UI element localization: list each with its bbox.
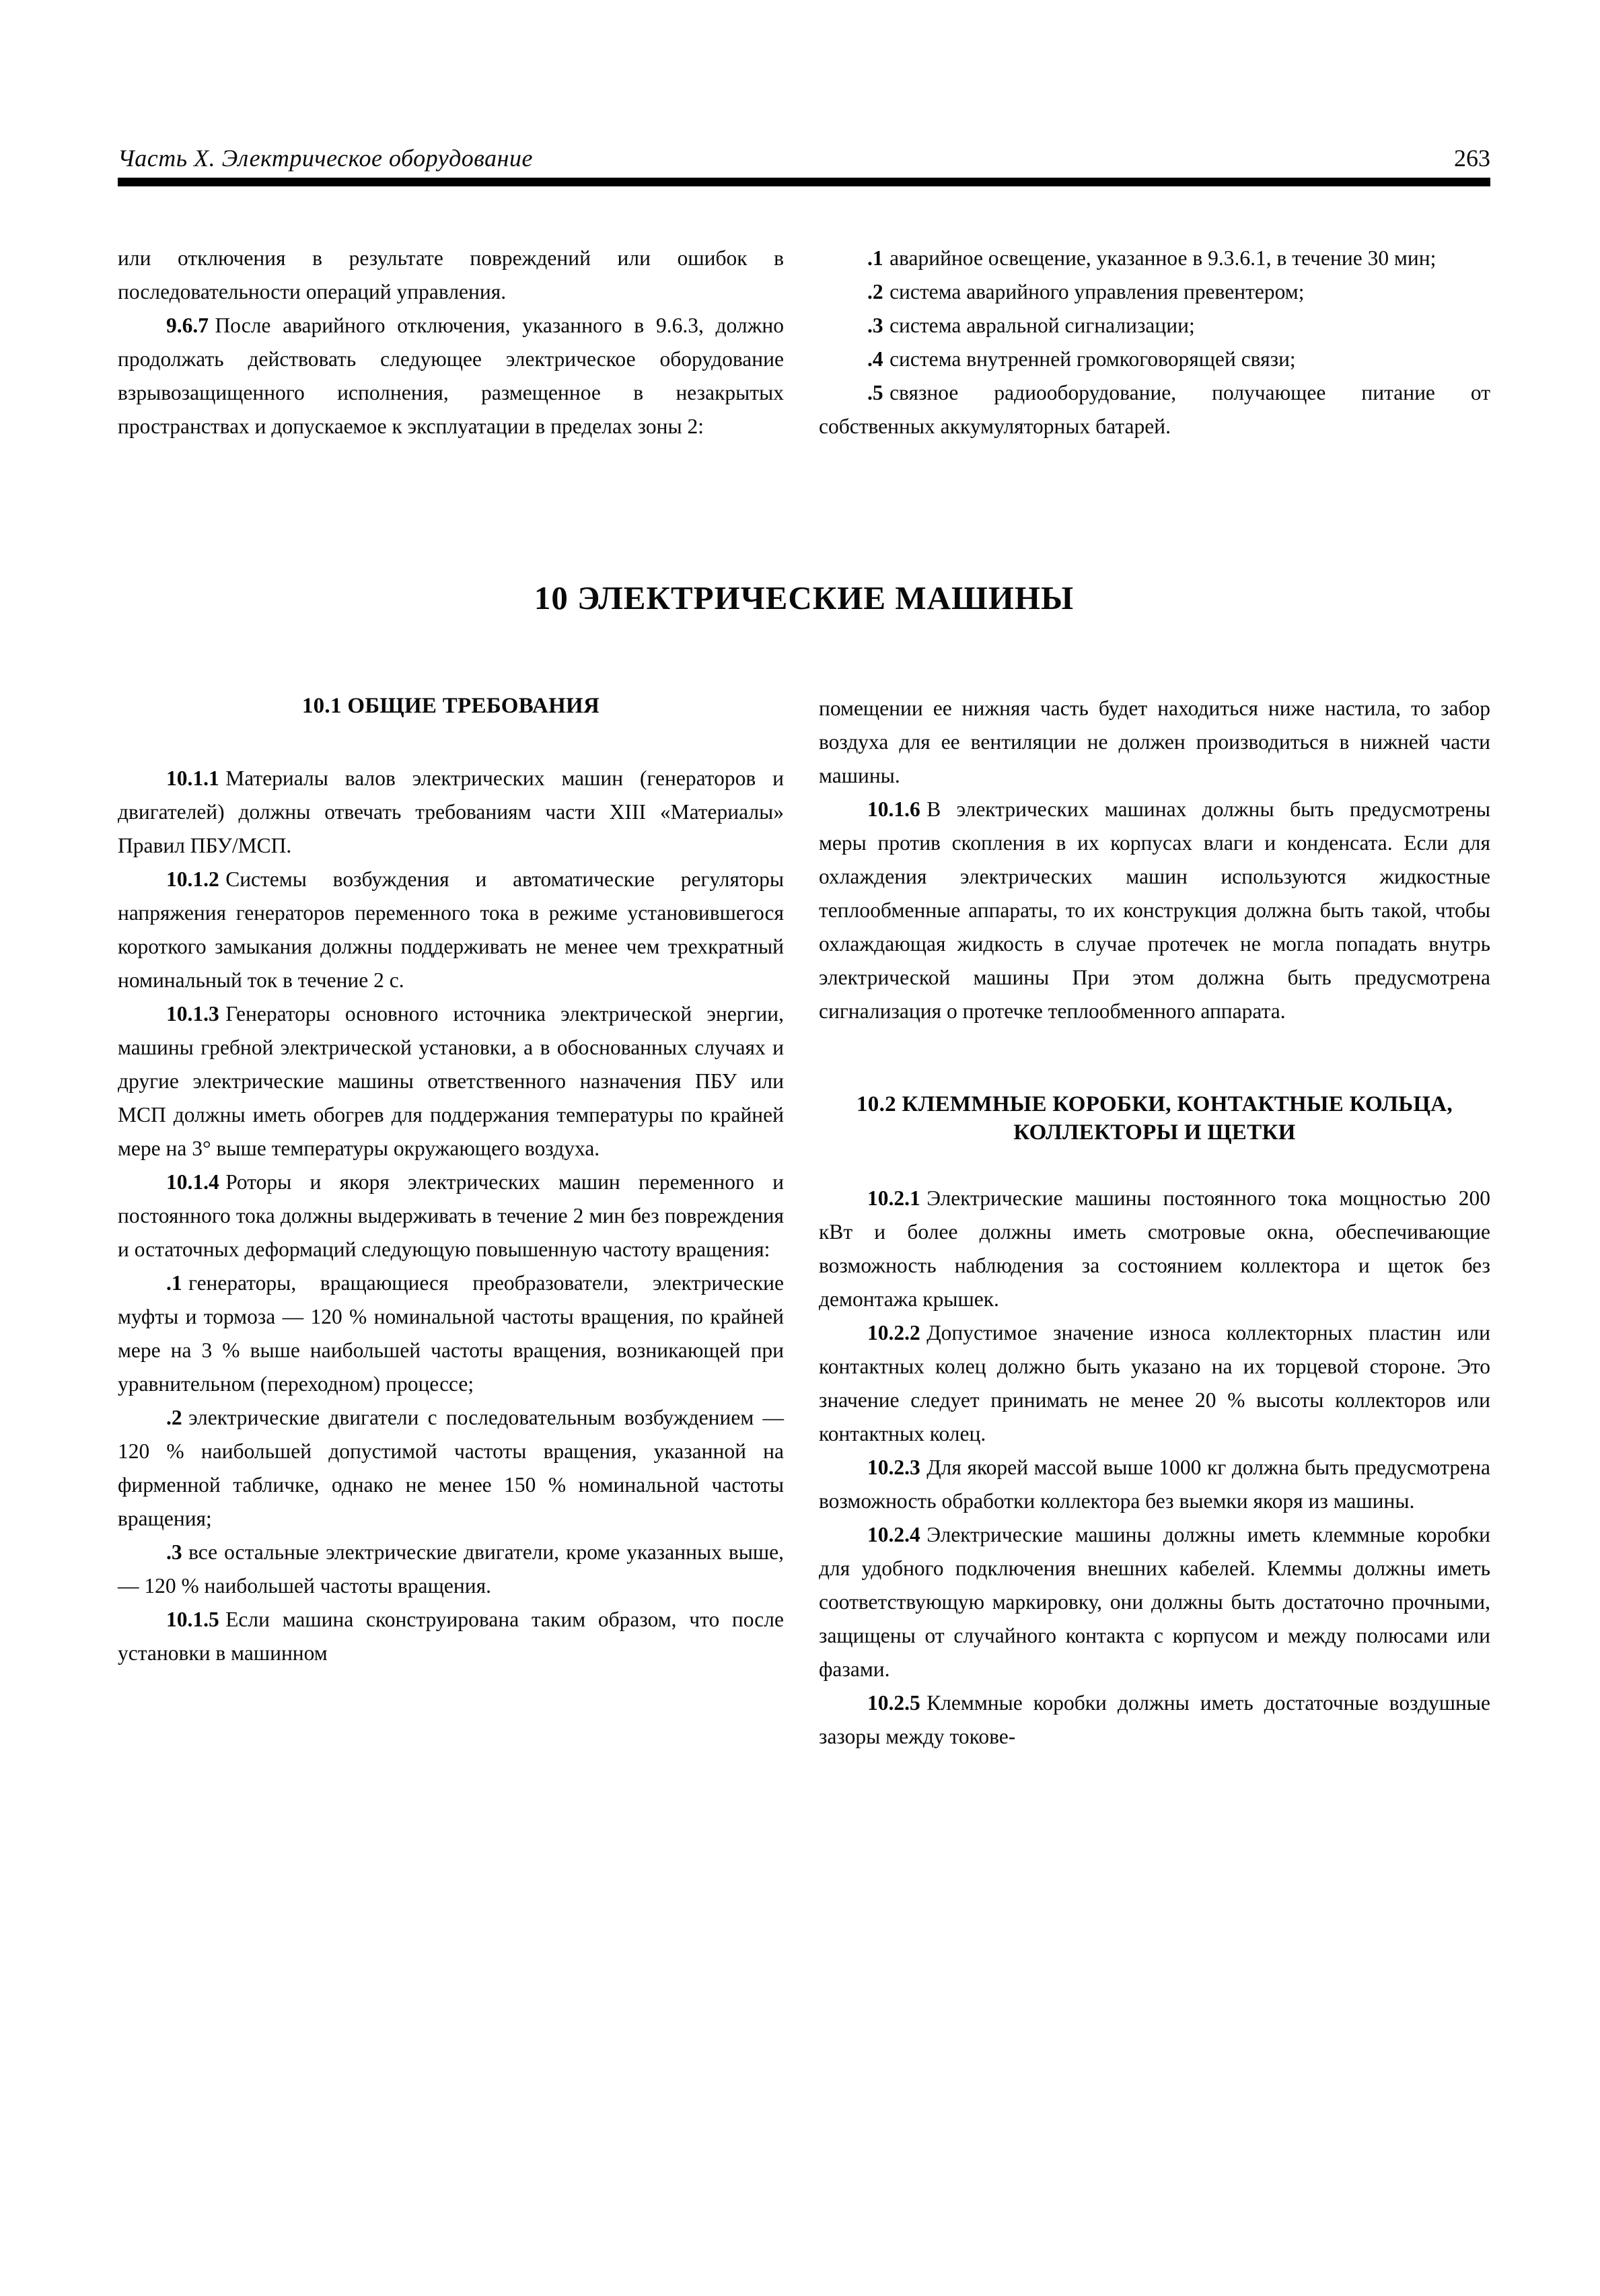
running-title: Часть X. Электрическое оборудование [118,145,534,172]
paragraph-10-1-5: 10.1.5 Если машина сконструирована таким образом, что после установки в машинном [118,1608,784,1665]
page-header [118,145,1490,172]
section-heading-10-2: 10.2 КЛЕММНЫЕ КОРОБКИ, КОНТАКТНЫЕ КОЛЬЦА, КОЛЛЕКТОРЫ И ЩЕТКИ [857,1092,1453,1145]
clause-number: 10.2.4 [867,1523,920,1546]
intro-left-column [118,242,784,443]
paragraph-continuation-left: или отключения в результате повреждений или ошибок в последовательности операций управления. [118,246,784,303]
paragraph-10-1-2: 10.1.2 Системы возбуждения и автоматические регуляторы напряжения генераторов переменного тока в режиме установившегося короткого замыкания должны поддерживать не менее чем трехкратный номинальный ток в течение 2 с. [118,867,784,992]
clause-number: 10.2.3 [867,1456,920,1479]
main-right-column [819,692,1490,1754]
paragraph-10-2-3: 10.2.3 Для якорей массой выше 1000 кг должна быть предусмотрена возможность обработки коллектора без выемки якоря из машины. [819,1456,1490,1513]
main-left-column [118,692,784,1754]
paragraph-10-1-1: 10.1.1 Материалы валов электрических машин (генераторов и двигателей) должны отвечать требованиям части XIII «Материалы» Правил ПБУ/МСП. [118,766,784,857]
clause-number: 10.2.1 [867,1186,920,1210]
list-item-10-1-4-1: .1 генераторы, вращающиеся преобразователи, электрические муфты и тормоза — 120 % номинальной частоты вращения, по крайней мере на 3 % выше наибольшей частоты вращения, возникающей при уравнительном (переходном) процессе; [118,1271,784,1396]
list-item-10-1-4-3: .3 все остальные электрические двигатели, кроме указанных выше, — 120 % наибольшей частоты вращения. [118,1540,784,1598]
list-item-10-1-4-2: .2 электрические двигатели с последовательным возбуждением — 120 % наибольшей допустимой частоты вращения, указанной на фирменной табличке, однако не менее 150 % номинальной частоты вращения; [118,1406,784,1530]
intro-right-column [819,242,1490,443]
list-item-4: .4 система внутренней громкоговорящей связи; [867,347,1296,371]
clause-number: 10.1.6 [867,797,920,821]
paragraph-9-6-7: 9.6.7 После аварийного отключения, указанного в 9.6.3, должно продолжать действовать следующее электрическое оборудование взрывозащищенного исполнения, размещенное в незакрытых пространствах и допускаемое к эксплуатации в пределах зоны 2: [118,314,784,438]
clause-number: 10.2.2 [867,1321,920,1344]
list-item-3: .3 система авральной сигнализации; [867,314,1195,337]
main-section [118,692,1490,1754]
list-item-5: .5 связное радиооборудование, получающее питание от собственных аккумуляторных батарей. [819,381,1490,438]
paragraph-10-1-3: 10.1.3 Генераторы основного источника электрической энергии, машины гребной электрической установки, а в обоснованных случаях и другие электрические машины ответственного назначения ПБУ или МСП должны иметь обогрев для поддержания температуры по крайней мере на 3° выше температуры окружающего воздуха. [118,1002,784,1160]
clause-number: .4 [867,347,883,371]
clause-number: .1 [867,246,883,270]
clause-number: 10.1.4 [166,1170,219,1194]
intro-section [118,242,1490,443]
paragraph-10-1-6: 10.1.6 В электрических машинах должны быть предусмотрены меры против скопления в их корпусах влаги и конденсата. Если для охлаждения электрических машин используются жидкостные теплообменные аппараты, то их конструкция должна быть такой, чтобы охлаждающая жидкость в случае протечек не могла попадать внутрь электрической машины При этом должна быть предусмотрена сигнализация о протечке теплообменного аппарата. [819,797,1490,1023]
paragraph-10-2-5: 10.2.5 Клеммные коробки должны иметь достаточные воздушные зазоры между токове- [819,1691,1490,1748]
clause-number: 10.1.5 [166,1608,219,1631]
clause-number: .2 [166,1406,182,1429]
list-item-2: .2 система аварийного управления превентером; [867,280,1305,303]
clause-number: .3 [166,1540,182,1564]
paragraph-10-2-1: 10.2.1 Электрические машины постоянного тока мощностью 200 кВт и более должны иметь смотровые окна, обеспечивающие возможность наблюдения за состоянием коллектора и щеток без демонтажа крышек. [819,1186,1490,1311]
paragraph-10-2-2: 10.2.2 Допустимое значение износа коллекторных пластин или контактных колец должно быть указано на их торцевой стороне. Это значение следует принимать не менее 20 % высоты коллекторов или контактных колец. [819,1321,1490,1445]
chapter-title: 10 ЭЛЕКТРИЧЕСКИЕ МАШИНЫ [534,579,1075,616]
page-number: 263 [1454,145,1490,172]
clause-number: 10.1.3 [166,1002,219,1026]
list-item-1: .1 аварийное освещение, указанное в 9.3.6.1, в течение 30 мин; [867,246,1437,270]
clause-number: 10.1.1 [166,766,219,790]
paragraph-10-2-4: 10.2.4 Электрические машины должны иметь клеммные коробки для удобного подключения внешних кабелей. Клеммы должны иметь соответствующую маркировку, они должны быть достаточно прочными, защищены от случайного контакта с корпусом и между полюсами или фазами. [819,1523,1490,1681]
clause-number: 10.2.5 [867,1691,920,1715]
clause-number: .5 [867,381,883,404]
clause-number: 9.6.7 [166,314,209,337]
clause-number: .2 [867,280,883,303]
paragraph-continuation-right: помещении ее нижняя часть будет находиться ниже настила, то забор воздуха для ее вентиляции не должен производиться в нижней части машины. [819,696,1490,787]
paragraph-10-1-4: 10.1.4 Роторы и якоря электрических машин переменного и постоянного тока должны выдерживать в течение 2 мин без повреждения и остаточных деформаций следующую повышенную частоту вращения: [118,1170,784,1261]
clause-number: .1 [166,1271,182,1295]
clause-number: 10.1.2 [166,867,219,891]
header-rule [118,178,1490,186]
clause-number: .3 [867,314,883,337]
section-heading-10-1: 10.1 ОБЩИЕ ТРЕБОВАНИЯ [301,694,600,718]
